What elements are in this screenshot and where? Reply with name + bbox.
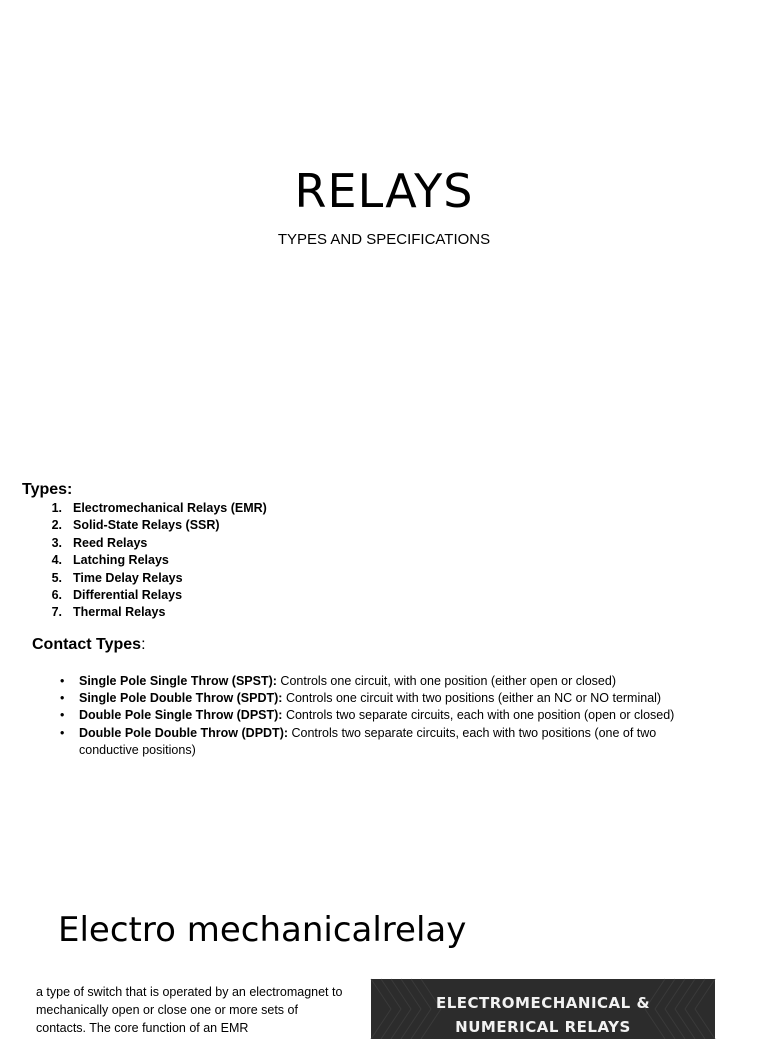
list-item-number: 4. <box>51 553 62 568</box>
bullet-icon: • <box>60 725 65 740</box>
list-item <box>0 673 768 690</box>
list-item-label: Thermal Relays <box>73 605 166 620</box>
list-item-number: 3. <box>51 535 62 550</box>
contact-types-heading <box>32 635 146 655</box>
bullet-icon: • <box>60 691 65 706</box>
list-item <box>0 690 768 707</box>
image-caption-line: NUMERICAL RELAYS <box>455 1018 631 1036</box>
contact-type-description: Controls one circuit, with one position (either open or closed) <box>276 674 616 688</box>
list-item-label: Electromechanical Relays (EMR) <box>73 501 267 515</box>
contact-type-description: Controls two separate circuits, each with one position (open or closed) <box>282 708 675 723</box>
section-paragraph: a type of switch that is operated by an electromagnet to mechanically open or close one or more sets of contacts. The core function of an EMR <box>36 985 343 1035</box>
image-caption <box>371 991 715 1039</box>
contact-type-description: Controls one circuit with two positions (either an NC or NO terminal) <box>282 691 662 706</box>
types-heading: Types: <box>22 481 73 498</box>
image-caption-line: ELECTROMECHANICAL & <box>435 994 651 1012</box>
list-item-number: 2. <box>51 518 62 533</box>
list-item-number: 6. <box>51 587 62 602</box>
list-item-label: Differential Relays <box>73 587 183 602</box>
list-item-number: 1. <box>51 501 62 515</box>
contact-type-term: Single Pole Single Throw (SPST): <box>79 674 277 688</box>
document-title: RELAYS <box>294 164 474 218</box>
list-item-label: Reed Relays <box>73 535 148 550</box>
bullet-icon: • <box>60 708 65 723</box>
section-heading: Electro mechanicalrelay <box>58 910 467 950</box>
contact-type-term: Double Pole Double Throw (DPDT): <box>79 725 289 740</box>
contact-type-term: Single Pole Double Throw (SPDT): <box>79 691 283 706</box>
relay-illustration-image <box>371 979 715 1039</box>
list-item-label: Latching Relays <box>73 553 169 568</box>
list-item-label: Time Delay Relays <box>73 570 183 585</box>
list-item-number: 5. <box>51 570 62 585</box>
contact-type-description: Controls two separate circuits, each with two positions (one of two conductive positions) <box>79 725 657 757</box>
list-item-number: 7. <box>51 605 62 620</box>
contact-types-heading-text: Contact Types <box>32 636 142 653</box>
contact-types-heading-colon: : <box>141 636 146 653</box>
list-item <box>0 707 768 724</box>
bullet-icon: • <box>60 674 65 688</box>
contact-types-list <box>0 673 768 759</box>
list-item-label: Solid-State Relays (SSR) <box>73 518 220 533</box>
contact-type-term: Double Pole Single Throw (DPST): <box>79 708 283 723</box>
list-item <box>0 725 768 759</box>
document-subtitle: TYPES AND SPECIFICATIONS <box>277 231 491 248</box>
